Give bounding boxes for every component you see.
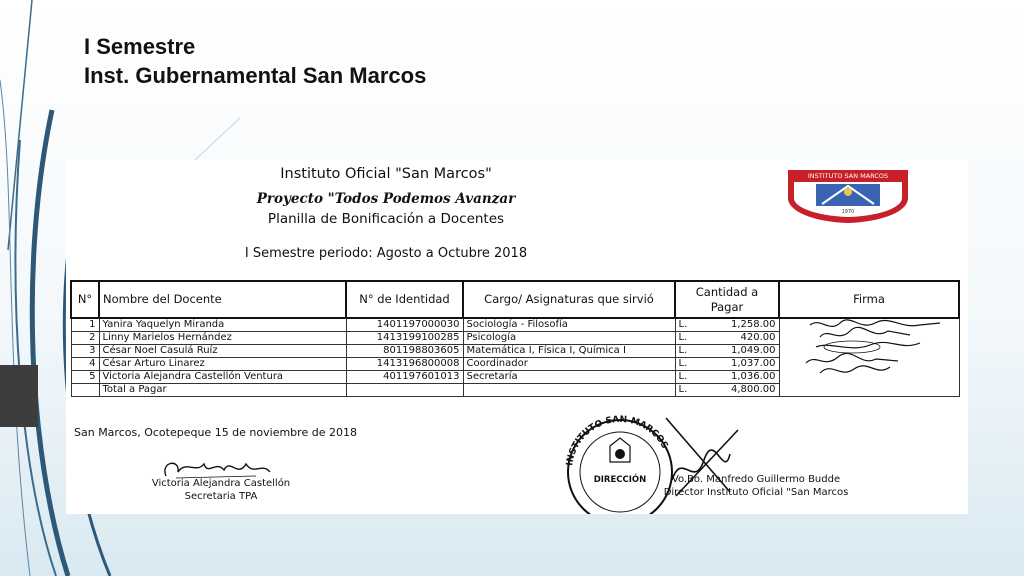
teacher-signatures <box>780 317 960 397</box>
table-row <box>71 318 959 332</box>
row-cargo: Sociología - Filosofía <box>463 318 675 332</box>
row-amount: 420.00 <box>740 332 776 343</box>
logo-year: 1970 <box>841 209 855 215</box>
row-amount: 1,049.00 <box>730 345 776 356</box>
row-currency: L. <box>678 358 688 369</box>
row-currency: L. <box>678 332 688 343</box>
row-no: 4 <box>71 358 99 371</box>
total-cargo <box>463 384 675 397</box>
row-amount: 1,037.00 <box>730 358 776 369</box>
seal-text: INSTITUTO SAN MARCOS <box>565 414 670 467</box>
title-line-1: I Semestre <box>84 34 196 59</box>
row-amount-cell <box>675 332 779 345</box>
row-currency: L. <box>678 319 688 330</box>
logo-text: INSTITUTO SAN MARCOS <box>807 172 889 180</box>
row-amount: 1,036.00 <box>730 371 776 382</box>
total-amount-cell <box>675 384 779 397</box>
row-id: 1413196800008 <box>346 358 463 371</box>
secretary-role: Secretaria TPA <box>184 491 258 502</box>
total-id <box>346 384 463 397</box>
secretary-name: Victoria Alejandra Castellón <box>151 478 291 489</box>
header-firma: Firma <box>779 281 959 318</box>
institute-logo <box>786 168 910 224</box>
row-name: Yanira Yaquelyn Miranda <box>99 318 346 332</box>
decor-line-4 <box>8 0 32 250</box>
director-role: Director Instituto Oficial "San Marcos <box>663 487 849 498</box>
director-name: Vo.Bo. Manfredo Guillermo Budde <box>671 474 841 485</box>
header-name: Nombre del Docente <box>99 281 346 318</box>
decor-line-5 <box>0 80 30 576</box>
row-amount-cell <box>675 345 779 358</box>
row-amount-cell <box>675 318 779 332</box>
header-id: N° de Identidad <box>346 281 463 318</box>
slide-title <box>84 32 426 90</box>
row-cargo: Coordinador <box>463 358 675 371</box>
header-no: N° <box>71 281 99 318</box>
row-id: 801198803605 <box>346 345 463 358</box>
title-line-2: Inst. Gubernamental San Marcos <box>84 63 427 88</box>
row-name: Victoria Alejandra Castellón Ventura <box>99 371 346 384</box>
row-currency: L. <box>678 345 688 356</box>
signatures-cell <box>779 318 959 397</box>
total-amount: 4,800.00 <box>730 384 776 395</box>
row-amount-cell <box>675 371 779 384</box>
scanned-document <box>66 160 968 514</box>
total-label: Total a Pagar <box>99 384 346 397</box>
table-header-row <box>71 281 959 318</box>
row-no: 3 <box>71 345 99 358</box>
official-seal <box>554 410 744 514</box>
row-id: 1413199100285 <box>346 332 463 345</box>
row-id: 1401197000030 <box>346 318 463 332</box>
bonus-table <box>70 280 960 397</box>
header-amount: Cantidad a Pagar <box>675 281 779 318</box>
institution-name: Instituto Oficial "San Marcos" <box>280 166 492 182</box>
header-cargo: Cargo/ Asignaturas que sirvió <box>463 281 675 318</box>
period-title: I Semestre periodo: Agosto a Octubre 2018 <box>244 246 528 261</box>
decor-diag <box>195 118 240 160</box>
row-amount: 1,258.00 <box>730 319 776 330</box>
row-name: Linny Marielos Hernández <box>99 332 346 345</box>
row-cargo: Matemática I, Física I, Química I <box>463 345 675 358</box>
planilla-title: Planilla de Bonificación a Docentes <box>267 211 505 227</box>
row-currency: L. <box>678 371 688 382</box>
row-cargo: Psicología <box>463 332 675 345</box>
row-no: 5 <box>71 371 99 384</box>
seal-center: DIRECCIÓN <box>593 475 647 485</box>
project-name: Proyecto "Todos Podemos Avanzar <box>256 191 516 207</box>
row-id: 401197601013 <box>346 371 463 384</box>
total-no <box>71 384 99 397</box>
row-amount-cell <box>675 358 779 371</box>
row-no: 2 <box>71 332 99 345</box>
row-name: César Arturo Linarez <box>99 358 346 371</box>
side-accent-bar <box>0 365 38 427</box>
row-no: 1 <box>71 318 99 332</box>
total-currency: L. <box>678 384 688 395</box>
row-cargo: Secretaría <box>463 371 675 384</box>
row-name: César Noel Casulá Ruíz <box>99 345 346 358</box>
date-line: San Marcos, Ocotepeque 15 de noviembre de 2018 <box>74 426 357 439</box>
